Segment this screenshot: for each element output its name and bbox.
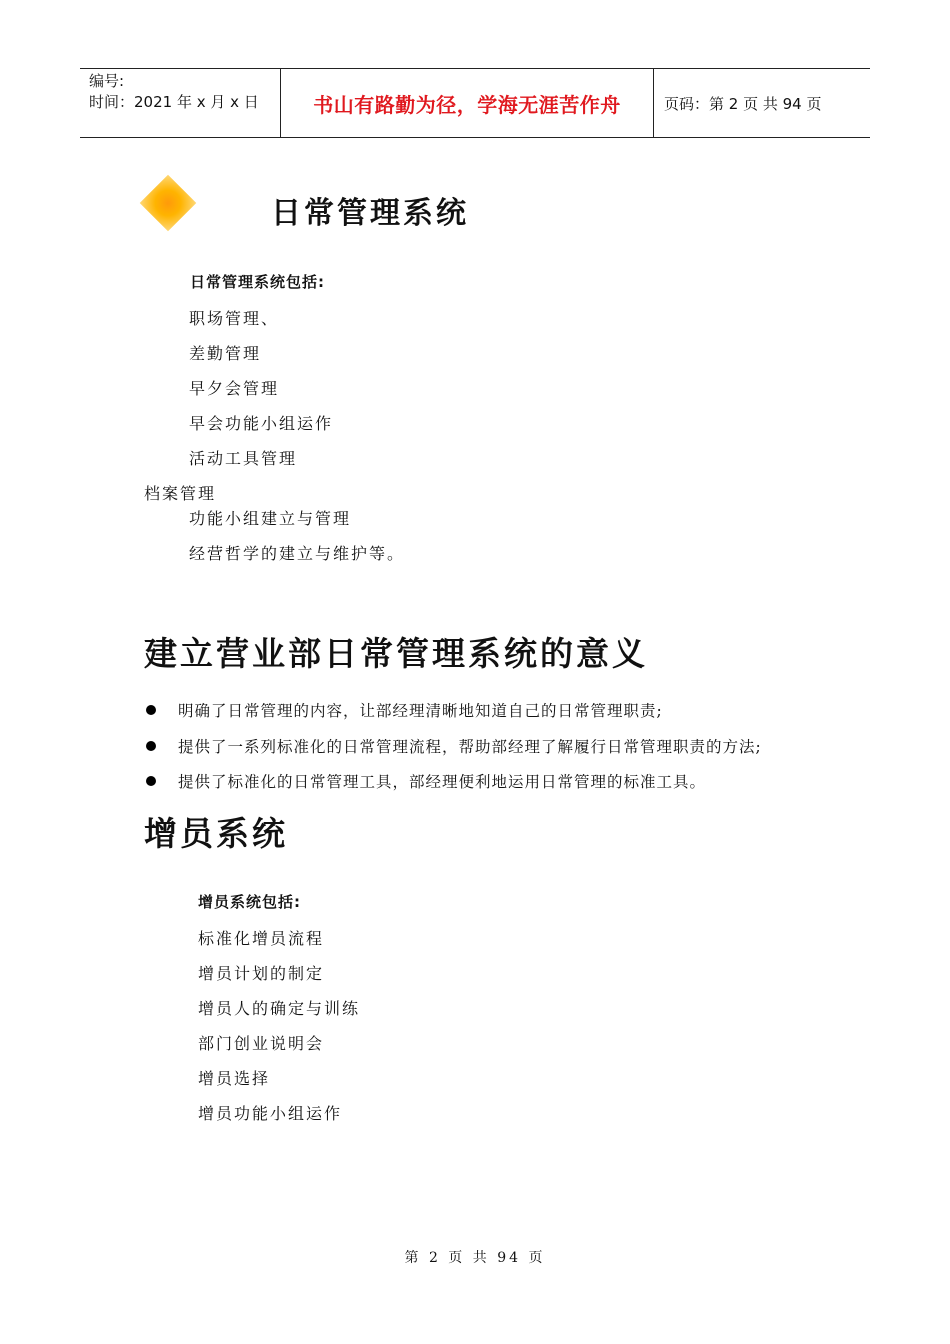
header-page-info: 页码：第 2 页 共 94 页 bbox=[664, 94, 822, 113]
section1-item: 早会功能小组运作 bbox=[189, 414, 334, 433]
header-motto: 书山有路勤为径，学海无涯苦作舟 bbox=[281, 69, 654, 137]
section3-item: 增员计划的制定 bbox=[198, 964, 325, 983]
section2-title: 建立营业部日常管理系统的意义 bbox=[144, 634, 648, 673]
section1-item: 差勤管理 bbox=[189, 344, 262, 363]
header-meta bbox=[80, 69, 281, 137]
section3-item: 标准化增员流程 bbox=[198, 929, 325, 948]
bullet-item bbox=[146, 699, 663, 721]
page-footer: 第 2 页 共 94 页 bbox=[404, 1250, 546, 1266]
section3-includes-label: 增员系统包括: bbox=[198, 893, 301, 911]
time-label: 时间：2021 年 x 月 x 日 bbox=[89, 93, 259, 111]
section1-item: 档案管理 bbox=[144, 484, 217, 503]
section3-item: 增员选择 bbox=[198, 1069, 271, 1088]
bullet-item bbox=[146, 735, 762, 757]
section1-item: 经营哲学的建立与维护等。 bbox=[189, 544, 406, 563]
section1-item: 职场管理、 bbox=[189, 309, 280, 328]
section3-item: 部门创业说明会 bbox=[198, 1034, 325, 1053]
bullet-text: 明确了日常管理的内容，让部经理清晰地知道自己的日常管理职责; bbox=[178, 702, 663, 720]
section3-item: 增员人的确定与训练 bbox=[198, 999, 361, 1018]
section1-item: 早夕会管理 bbox=[189, 379, 280, 398]
number-label: 编号: bbox=[89, 72, 125, 90]
section1-item: 功能小组建立与管理 bbox=[189, 509, 352, 528]
section1-item: 活动工具管理 bbox=[189, 449, 298, 468]
section3-title: 增员系统 bbox=[144, 814, 288, 853]
bullet-text: 提供了一系列标准化的日常管理流程，帮助部经理了解履行日常管理职责的方法; bbox=[178, 738, 762, 756]
bullet-dot-icon bbox=[146, 705, 156, 715]
bullet-text: 提供了标准化的日常管理工具，部经理便利地运用日常管理的标准工具。 bbox=[178, 773, 707, 791]
section1-includes-label: 日常管理系统包括: bbox=[190, 273, 325, 291]
diamond-icon bbox=[140, 175, 197, 232]
section1-title: 日常管理系统 bbox=[271, 196, 469, 231]
bullet-dot-icon bbox=[146, 776, 156, 786]
bullet-item bbox=[146, 770, 706, 792]
bullet-dot-icon bbox=[146, 741, 156, 751]
page-header bbox=[80, 68, 870, 138]
section3-item: 增员功能小组运作 bbox=[198, 1104, 343, 1123]
